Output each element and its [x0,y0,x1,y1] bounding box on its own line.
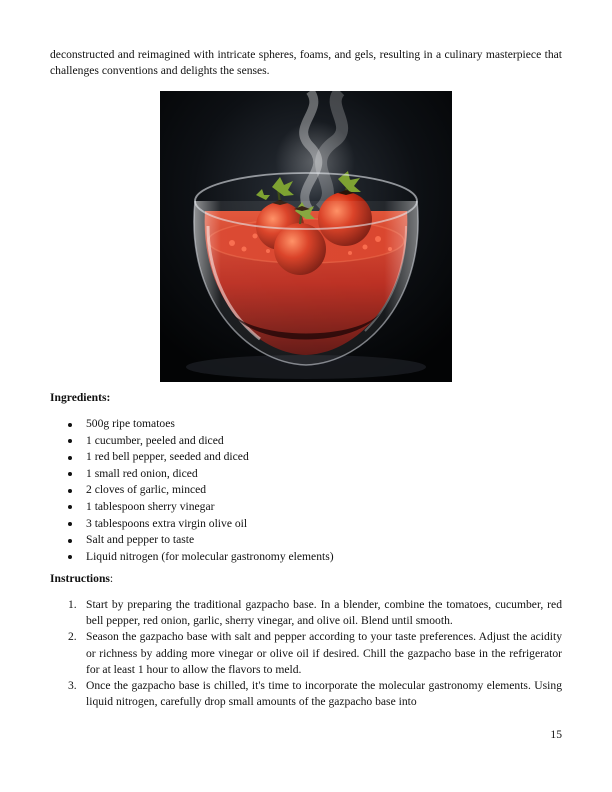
ingredients-heading: Ingredients: [50,391,111,404]
list-item: 1 small red onion, diced [68,466,334,483]
page-number: 15 [550,728,562,741]
instructions-list [68,597,562,710]
instruction-step [68,597,562,629]
step-text: Once the gazpacho base is chilled, it's time to incorporate the molecular gastronomy elements. Using liquid nitrogen, carefully drop small amounts of the gazpacho base into [86,679,562,709]
intro-paragraph: deconstructed and reimagined with intricate spheres, foams, and gels, resulting in a culinary masterpiece that challenges conventions and delights the senses. [50,48,562,77]
list-item: 1 tablespoon sherry vinegar [68,499,334,516]
list-item: 500g ripe tomatoes [68,416,334,433]
list-item: 3 tablespoons extra virgin olive oil [68,516,334,533]
instructions-heading [50,571,113,587]
list-item: 2 cloves of garlic, minced [68,482,334,499]
instruction-step [68,629,562,678]
step-number: 3. [68,679,77,693]
instructions-heading-label: Instructions [50,572,110,585]
step-text: Season the gazpacho base with salt and pepper according to your taste preferences. Adjust the acidity or richness by adding more vinegar or olive oil if desired. Chill the gazpacho base in the refrigerator for at least 1 hour to allow the flavors to meld. [86,630,562,676]
step-number: 1. [68,598,77,611]
list-item: Salt and pepper to taste [68,532,334,549]
instructions-heading-colon: : [109,572,114,585]
instruction-step [68,678,562,710]
gazpacho-photo [160,91,452,382]
list-item: Liquid nitrogen (for molecular gastronomy elements) [68,549,334,566]
list-item: 1 cucumber, peeled and diced [68,433,334,450]
step-number: 2. [68,630,77,644]
gazpacho-glass-bowl-icon [160,91,452,382]
step-text: Start by preparing the traditional gazpacho base. In a blender, combine the tomatoes, cucumber, red bell pepper, red onion, garlic, sherry vinegar, and olive oil. Blend until smooth. [86,598,562,628]
list-item: 1 red bell pepper, seeded and diced [68,449,334,466]
ingredients-list [68,416,334,565]
